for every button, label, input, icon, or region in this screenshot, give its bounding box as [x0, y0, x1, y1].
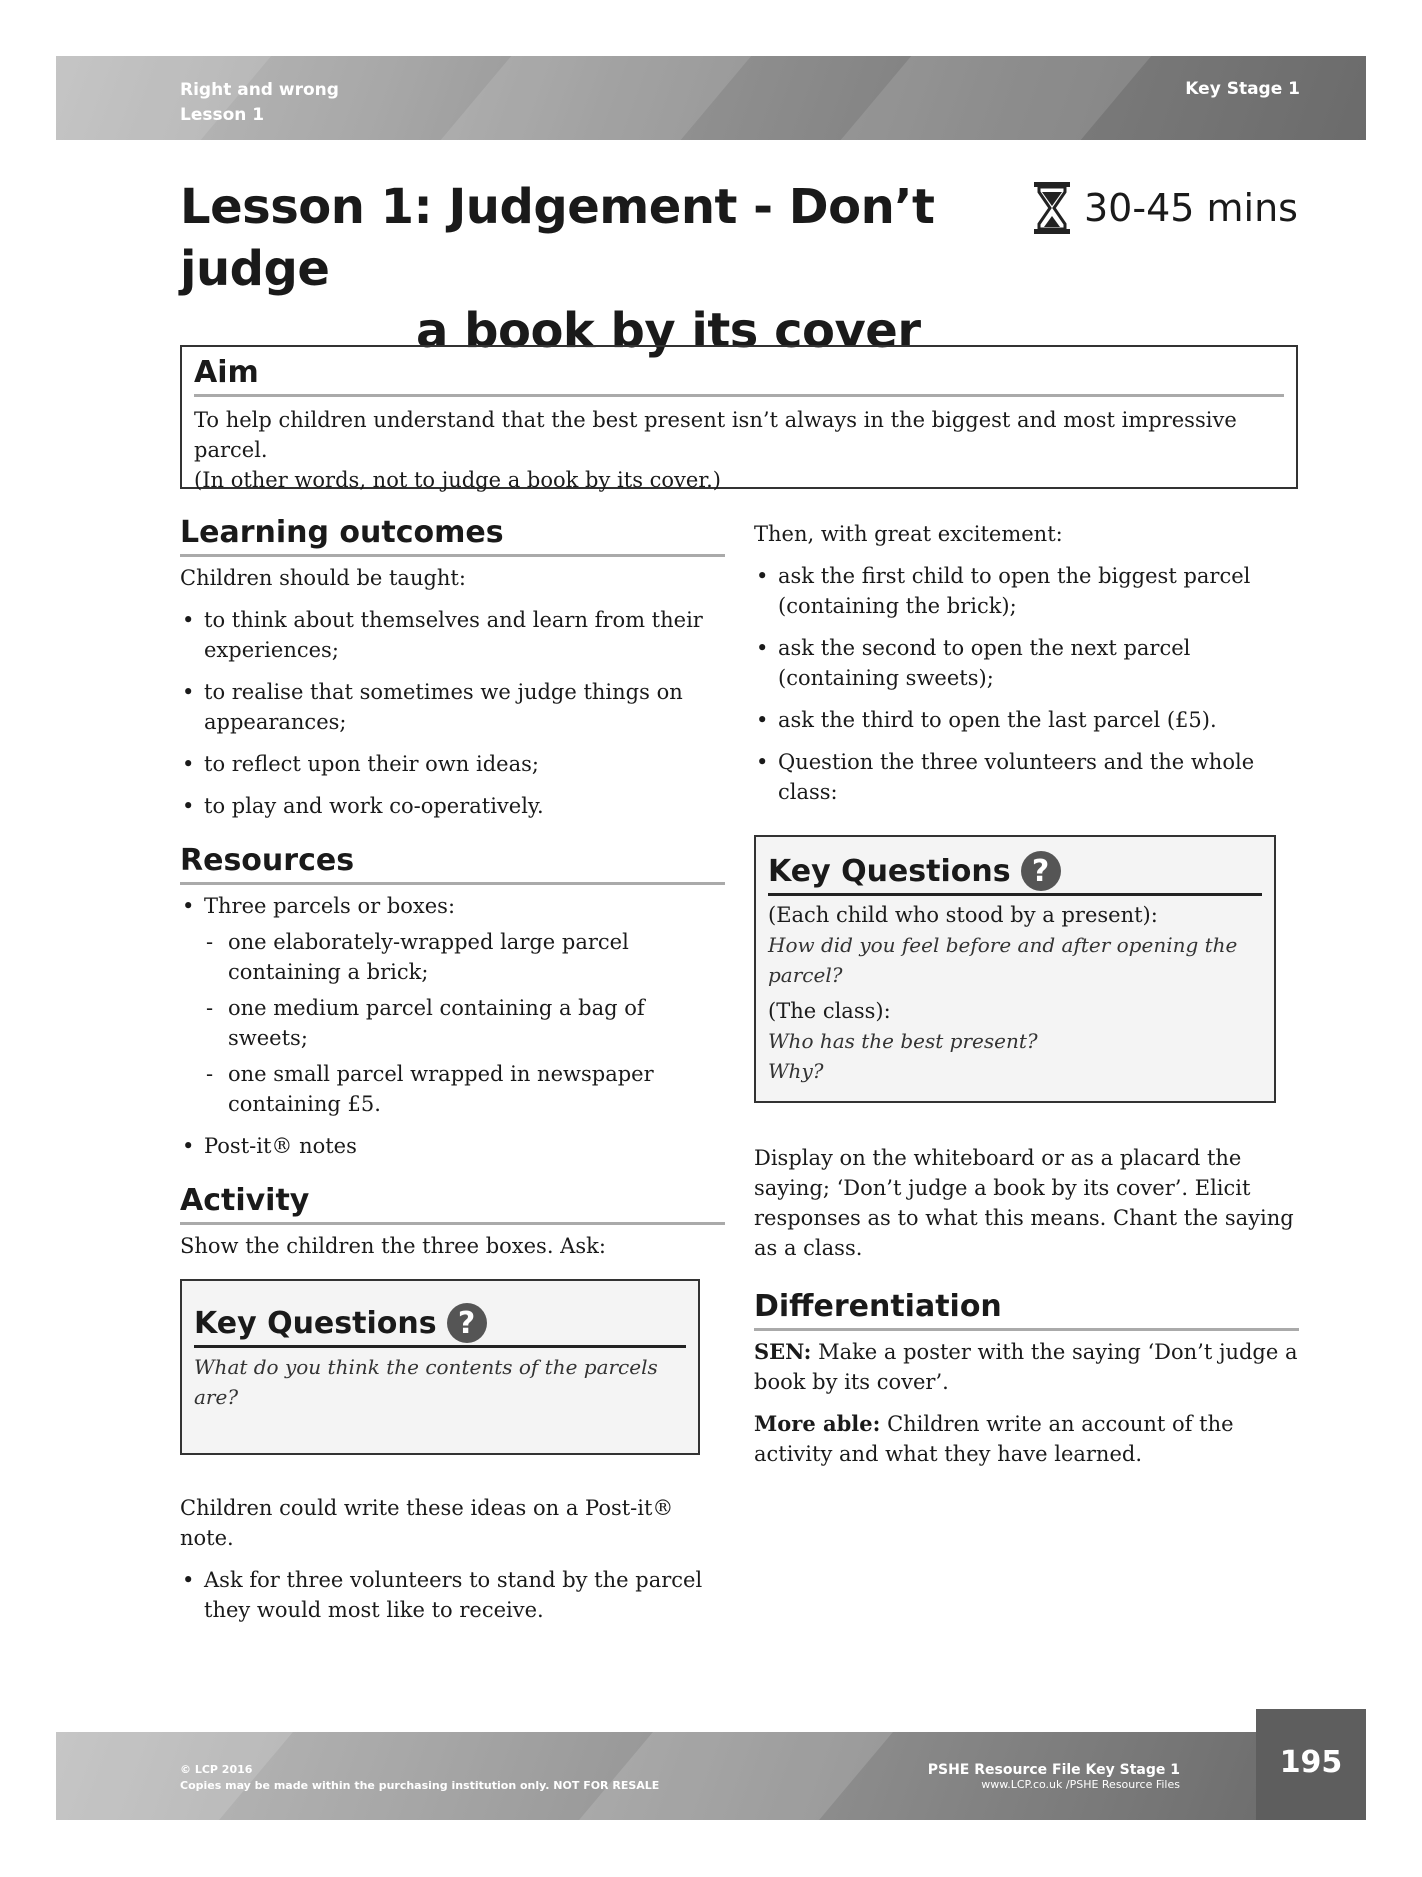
- list-item: • to think about themselves and learn from their experiences;: [180, 605, 725, 665]
- key-question: Why?: [768, 1059, 824, 1083]
- page-footer: [56, 1732, 1306, 1820]
- aim-box: [180, 345, 1298, 492]
- title-line-2: a book by its cover: [416, 303, 921, 359]
- duration-text: 30-45 mins: [1084, 186, 1298, 230]
- resources-item-parcels: Three parcels or boxes:: [204, 894, 456, 918]
- display-instructions: Display on the whiteboard or as a placard the saying; ‘Don’t judge a book by its cover’. Elicit responses as to what this means. Chant the saying as a class.: [754, 1146, 1294, 1260]
- more-able-text: Children write an account of the activity and what they have learned.: [754, 1412, 1234, 1466]
- copyright-text: © LCP 2016: [180, 1763, 253, 1776]
- right-intro: Then, with great excitement:: [754, 522, 1063, 546]
- resources-heading: Resources: [180, 843, 725, 885]
- aim-text-line-1: To help children understand that the best present isn’t always in the biggest and most impressive parcel.: [194, 408, 1237, 462]
- header-stripe: [841, 56, 1151, 140]
- publication-title: PSHE Resource File Key Stage 1: [927, 1762, 1180, 1778]
- key-questions-box: [754, 835, 1276, 1103]
- title-line-1: Lesson 1: Judgement - Don’t judge: [180, 179, 935, 297]
- list-item: - one small parcel wrapped in newspaper containing £5.: [204, 1059, 725, 1119]
- learning-outcomes-heading: Learning outcomes: [180, 515, 725, 557]
- key-question: Who has the best present?: [768, 1029, 1038, 1053]
- footer-copyright: [180, 1762, 659, 1794]
- header-stripe: [441, 56, 751, 140]
- page-title: [180, 176, 1040, 362]
- aim-heading: Aim: [194, 355, 1284, 397]
- list-item: - one elaborately-wrapped large parcel containing a brick;: [204, 927, 725, 987]
- reveal-steps-list: [754, 561, 1299, 807]
- activity-list: [180, 1565, 725, 1625]
- resources-sublist: [204, 927, 725, 1119]
- key-questions-heading: [194, 1303, 686, 1348]
- header-stage: Key Stage 1: [1185, 79, 1300, 99]
- more-able-label: More able:: [754, 1411, 881, 1436]
- question-icon: ?: [1021, 851, 1061, 891]
- resources-list: [180, 891, 725, 1161]
- aim-text: [194, 405, 1284, 495]
- differentiation-more-able: [754, 1409, 1299, 1469]
- learning-outcomes-intro: Children should be taught:: [180, 566, 466, 590]
- key-questions-title: Key Questions: [194, 1305, 437, 1341]
- key-questions-title: Key Questions: [768, 853, 1011, 889]
- list-item: • Post-it® notes: [180, 1131, 725, 1161]
- list-item: - one medium parcel containing a bag of sweets;: [204, 993, 725, 1053]
- list-item: • ask the third to open the last parcel (£5).: [754, 705, 1299, 735]
- aim-text-line-2: (In other words, not to judge a book by its cover.): [194, 468, 721, 492]
- activity-heading: Activity: [180, 1183, 725, 1225]
- hourglass-icon: [1032, 180, 1072, 236]
- list-item: • Question the three volunteers and the whole class:: [754, 747, 1299, 807]
- list-item: • to reflect upon their own ideas;: [180, 749, 725, 779]
- key-questions-heading: [768, 851, 1262, 896]
- learning-outcomes-list: [180, 605, 725, 821]
- header-topic: Right and wrong: [180, 80, 339, 100]
- sen-text: Make a poster with the saying ‘Don’t judge a book by its cover’.: [754, 1340, 1298, 1394]
- key-questions-box: [180, 1279, 700, 1455]
- right-column: [754, 515, 1299, 1469]
- publication-url: www.LCP.co.uk /PSHE Resource Files: [981, 1778, 1180, 1791]
- list-item: • to realise that sometimes we judge things on appearances;: [180, 677, 725, 737]
- list-item: • to play and work co-operatively.: [180, 791, 725, 821]
- page-number: 195: [1256, 1709, 1366, 1820]
- list-item: • ask the second to open the next parcel (containing sweets);: [754, 633, 1299, 693]
- differentiation-heading: Differentiation: [754, 1289, 1299, 1331]
- activity-intro: Show the children the three boxes. Ask:: [180, 1234, 606, 1258]
- question-icon: ?: [447, 1303, 487, 1343]
- differentiation-sen: [754, 1337, 1299, 1397]
- sen-label: SEN:: [754, 1339, 812, 1364]
- header-lesson: Lesson 1: [180, 105, 265, 125]
- list-item: [180, 891, 725, 1119]
- list-item: • ask the first child to open the biggest parcel (containing the brick);: [754, 561, 1299, 621]
- footer-publication: [928, 1762, 1180, 1791]
- breadcrumb: [180, 78, 339, 128]
- left-column: [180, 515, 725, 1625]
- page-header: [56, 56, 1366, 140]
- key-questions-label: (The class):: [768, 999, 891, 1023]
- key-questions-label: (Each child who stood by a present):: [768, 903, 1158, 927]
- resale-notice: Copies may be made within the purchasing institution only. NOT FOR RESALE: [180, 1779, 660, 1792]
- key-question: What do you think the contents of the parcels are?: [194, 1355, 658, 1409]
- list-item: • Ask for three volunteers to stand by the parcel they would most like to receive.: [180, 1565, 725, 1625]
- duration-indicator: [1032, 180, 1298, 236]
- key-question: How did you feel before and after opening the parcel?: [768, 933, 1238, 987]
- activity-after-text: Children could write these ideas on a Post-it® note.: [180, 1496, 674, 1550]
